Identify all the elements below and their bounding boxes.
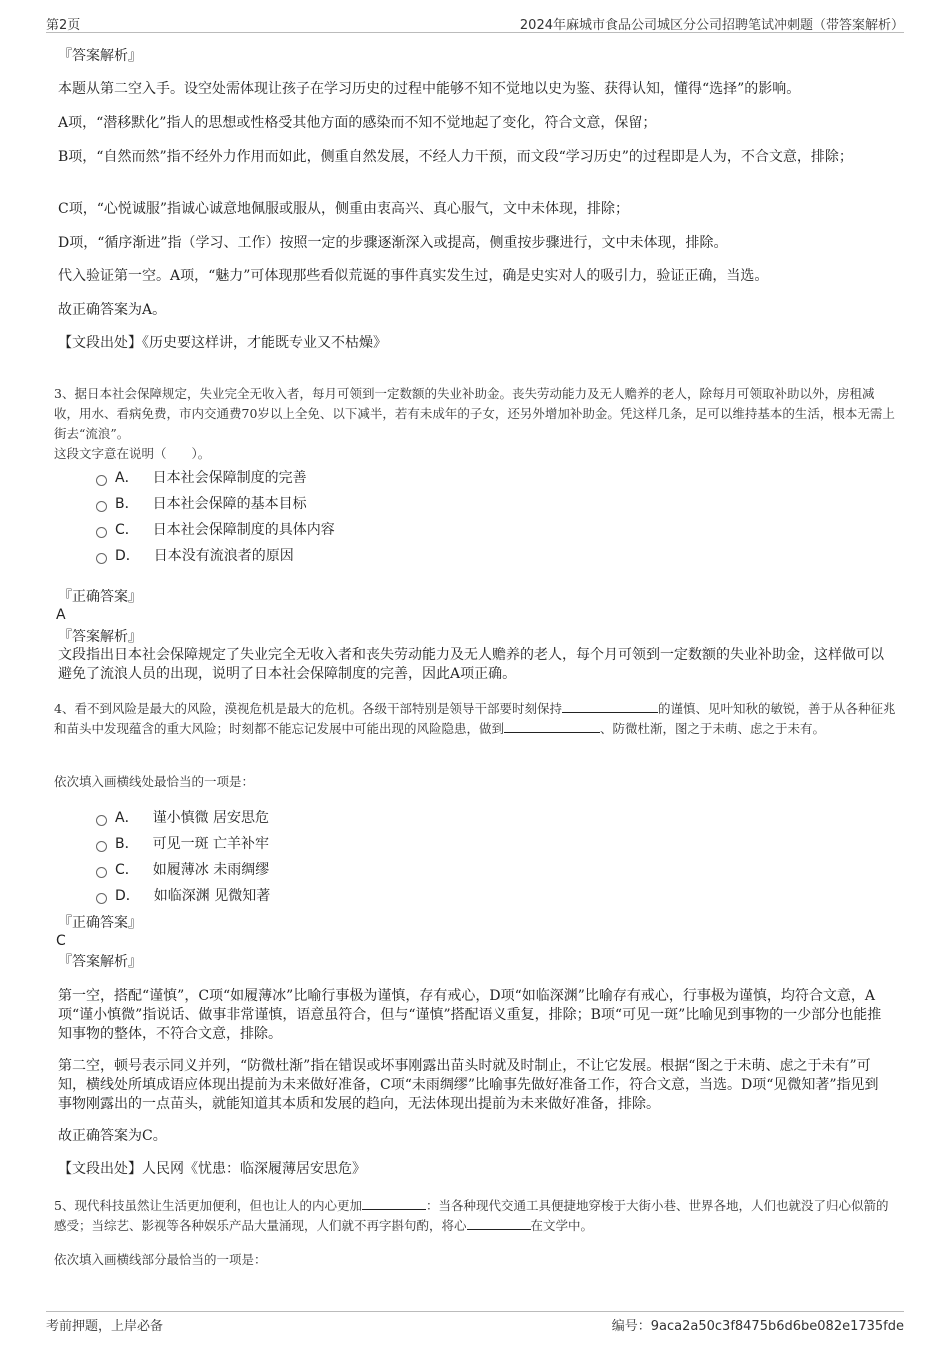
footer-slogan: 考前押题，上岸必备 — [46, 1319, 164, 1334]
radio-icon[interactable] — [96, 841, 107, 852]
footer-divider — [46, 1311, 904, 1312]
q5-blank-2 — [467, 1217, 531, 1230]
radio-icon[interactable] — [96, 867, 107, 878]
page-header — [46, 12, 904, 32]
q5-stem: 5、现代科技虽然让生活更加便利，但也让人的内心更加 ：当各种现代交通工具便捷地穿梭于大街小巷、世界各地，人们也就没了归心似箭的感受；当综艺、影视等各种娱乐产品大量涌现，人们就不再字斟句酌，将心 在文学中。 — [54, 1198, 889, 1233]
document-title: 2024年麻城市食品公司城区分公司招聘笔试冲刺题（带答案解析） — [519, 18, 904, 33]
q5-blank-1 — [362, 1197, 426, 1210]
radio-icon[interactable] — [96, 893, 107, 904]
q2-analysis-label: 『答案解析』 — [58, 48, 142, 64]
q2-analysis-p3: B项，“自然而然”指不经外力作用而如此，侧重自然发展，不经人力干预，而文段“学习历史”的过程即是人为，不合文意，排除； — [58, 149, 853, 165]
q4-option-d[interactable]: D． 如临深渊 见微知著 — [96, 886, 270, 906]
radio-icon[interactable] — [96, 501, 107, 512]
q2-analysis-p4: C项，“心悦诚服”指诚心诚意地佩服或服从，侧重由衷高兴、真心服气，文中未体现，排除； — [58, 201, 630, 217]
page-number: 第2页 — [46, 18, 81, 33]
q4-analysis-label: 『答案解析』 — [58, 954, 142, 970]
q3-stem: 3、据日本社会保障规定，失业完全无收入者，每月可领到一定数额的失业补助金。丧失劳动能力及无人赡养的老人，除每月可领取补助以外，房租减收，用水、看病免费，市内交通费70岁以上全免、以下减半，若有未成年的子女，还另外增加补助金。凭这样几条，足可以维持基本的生活，根本无需上街去“流浪”。 — [54, 386, 895, 441]
q2-source: 【文段出处】《历史要这样讲，才能既专业又不枯燥》 — [58, 335, 387, 351]
q4-source: 【文段出处】人民网《忧患：临深履薄居安思危》 — [58, 1161, 366, 1177]
q4-answer-label: 『正确答案』 — [58, 915, 142, 931]
q2-analysis-p6: 代入验证第一空。A项，“魅力”可体现那些看似荒诞的事件真实发生过，确是史实对人的吸引力，验证正确，当选。 — [58, 268, 769, 284]
radio-icon[interactable] — [96, 475, 107, 486]
q4-option-b[interactable]: B． 可见一斑 亡羊补牢 — [96, 834, 269, 854]
q4-analysis-p1: 第一空，搭配“谨慎”，C项“如履薄冰”比喻行事极为谨慎，存有戒心，D项“如临深渊”比喻存有戒心，行事极为谨慎，均符合文意，A项“谨小慎微”指说话、做事非常谨慎，语意虽符合，但与“谨慎”搭配语义重复，排除；B项“可见一斑”比喻见到事物的一少部分也能推知事物的整体，不符合文意，排除。 — [58, 988, 882, 1042]
q4-prompt: 依次填入画横线处最恰当的一项是： — [54, 774, 255, 789]
header-divider — [46, 32, 904, 33]
q3-analysis-label: 『答案解析』 — [58, 629, 142, 645]
page-footer — [46, 1315, 904, 1335]
document-id: 编号：9aca2a50c3f8475b6d6be082e1735fde — [611, 1319, 904, 1334]
q4-analysis-p3: 故正确答案为C。 — [58, 1128, 167, 1144]
q3-analysis: 文段指出日本社会保障规定了失业完全无收入者和丧失劳动能力及无人赡养的老人，每个月可领到一定数额的失业补助金，这样做可以避免了流浪人员的出现，说明了日本社会保障制度的完善，因此A项正确。 — [58, 647, 884, 682]
q4-blank-1 — [562, 700, 658, 713]
radio-icon[interactable] — [96, 553, 107, 564]
q4-option-a[interactable]: A． 谨小慎微 居安思危 — [96, 808, 269, 828]
q2-analysis-p7: 故正确答案为A。 — [58, 302, 167, 318]
q3-option-c[interactable]: C． 日本社会保障制度的具体内容 — [96, 520, 335, 540]
radio-icon[interactable] — [96, 815, 107, 826]
radio-icon[interactable] — [96, 527, 107, 538]
q3-option-d[interactable]: D． 日本没有流浪者的原因 — [96, 546, 294, 566]
q2-analysis-p5: D项，“循序渐进”指（学习、工作）按照一定的步骤逐渐深入或提高，侧重按步骤进行，文中未体现，排除。 — [58, 235, 728, 251]
q2-analysis-p2: A项，“潜移默化”指人的思想或性格受其他方面的感染而不知不觉地起了变化，符合文意，保留； — [58, 115, 657, 131]
q4-stem: 4、看不到风险是最大的风险，漠视危机是最大的危机。各级干部特别是领导干部要时刻保持 的谨慎、见叶知秋的敏锐，善于从各种征兆和苗头中发现蕴含的重大风险；时刻都不能忘记发展中可能出现的风险隐患，做到 、防微杜渐，图之于未萌、虑之于未有。 — [54, 701, 896, 736]
q3-answer: A — [56, 607, 66, 623]
q4-analysis-p2: 第二空，顿号表示同义并列，“防微杜渐”指在错误或坏事刚露出苗头时就及时制止，不让它发展。根据“图之于未萌、虑之于未有”可知，横线处所填成语应体现出提前为未来做好准备，C项“未雨绸缪”比喻事先做好准备工作，符合文意，当选。D项“见微知著”指见到事物刚露出的一点苗头，就能知道其本质和发展的趋向，无法体现出提前为未来做好准备，排除。 — [58, 1058, 879, 1112]
q3-option-a[interactable]: A． 日本社会保障制度的完善 — [96, 468, 307, 488]
q4-option-c[interactable]: C． 如履薄冰 未雨绸缪 — [96, 860, 269, 880]
q3-option-b[interactable]: B． 日本社会保障的基本目标 — [96, 494, 307, 514]
q4-blank-2 — [504, 720, 600, 733]
q3-prompt: 这段文字意在说明（ ）。 — [54, 446, 211, 461]
q5-prompt: 依次填入画横线部分最恰当的一项是： — [54, 1252, 267, 1267]
q3-answer-label: 『正确答案』 — [58, 589, 142, 605]
q2-analysis-p1: 本题从第二空入手。设空处需体现让孩子在学习历史的过程中能够不知不觉地以史为鉴、获得认知，懂得“选择”的影响。 — [58, 81, 801, 97]
q4-answer: C — [56, 933, 66, 949]
